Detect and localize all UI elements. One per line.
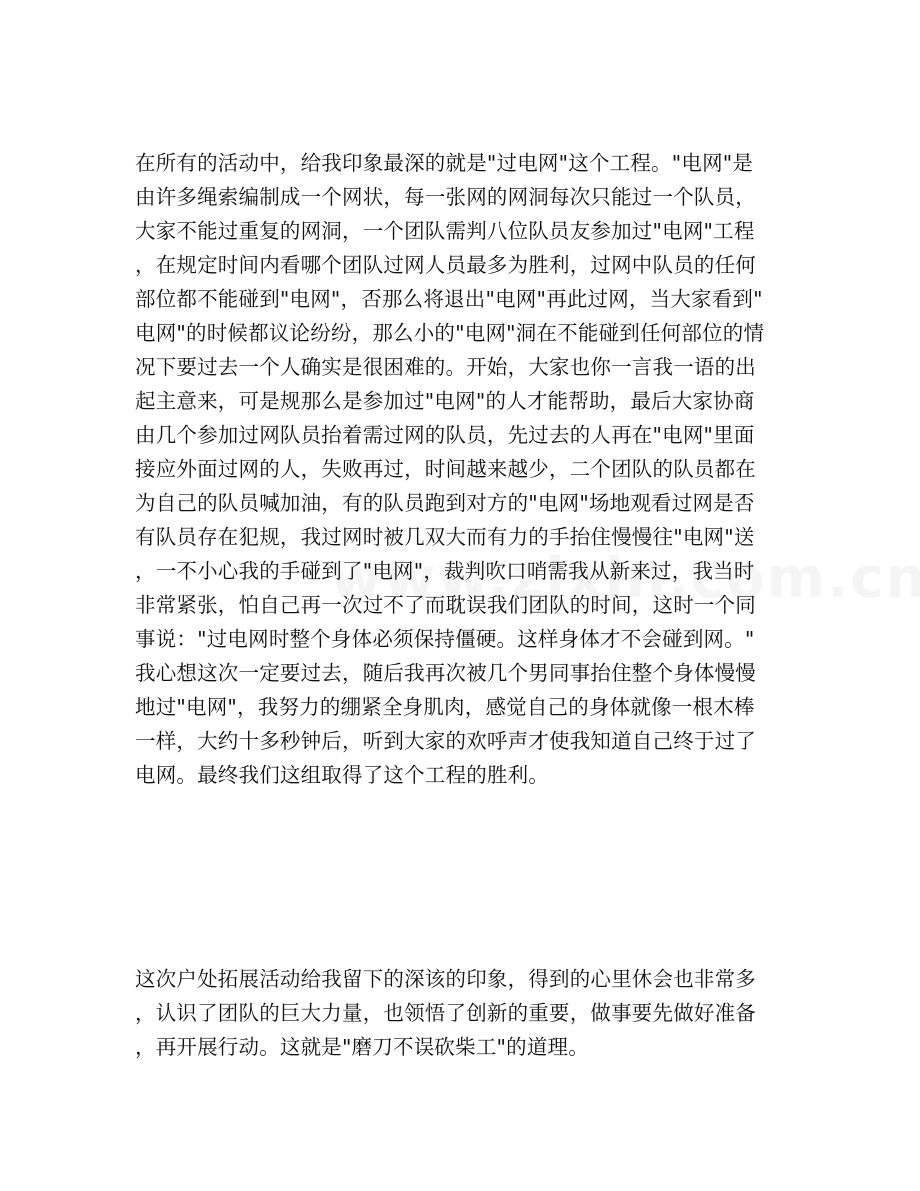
text-line: 起主意来，可是规那么是参加过"电网"的人才能帮助，最后大家协商 — [135, 389, 755, 413]
text-line: 事说："过电网时整个身体必须保持僵硬。这样身体才不会碰到网。" — [135, 627, 755, 651]
text-line: ，一不小心我的手碰到了"电网"，裁判吹口哨需我从新来过，我当时 — [135, 559, 755, 583]
text-line: 况下要过去一个人确实是很困难的。开始，大家也你一言我一语的出 — [135, 355, 756, 379]
text-line: 地过"电网"，我努力的绷紧全身肌肉，感觉自己的身体就像一根木棒 — [135, 695, 755, 719]
paragraph-1 — [135, 146, 785, 792]
text-line: 由许多绳索编制成一个网状，每一张网的网洞每次只能过一个队员， — [135, 185, 756, 209]
paragraph-2 — [135, 962, 785, 1064]
text-line: ，认识了团队的巨大力量，也领悟了创新的重要，做事要先做好准备 — [135, 1001, 756, 1025]
text-line: 我心想这次一定要过去，随后我再次被几个男同事抬住整个身体慢慢 — [135, 661, 756, 685]
text-line: 电网。最终我们这组取得了这个工程的胜利。 — [135, 763, 549, 787]
text-line: 接应外面过网的人，失败再过，时间越来越少，二个团队的队员都在 — [135, 457, 756, 481]
text-line: 由几个参加过网队员抬着需过网的队员，先过去的人再在"电网"里面 — [135, 423, 755, 447]
text-line: 大家不能过重复的网洞，一个团队需判八位队员友参加过"电网"工程 — [135, 219, 755, 243]
text-line: ，再开展行动。这就是"磨刀不误砍柴工"的道理。 — [135, 1035, 589, 1059]
text-line: 电网"的时候都议论纷纷，那么小的"电网"洞在不能碰到任何部位的情 — [135, 321, 765, 345]
text-line: 这次户处拓展活动给我留下的深该的印象，得到的心里休会也非常多 — [135, 967, 756, 991]
text-line: 为自己的队员喊加油，有的队员跑到对方的"电网"场地观看过网是否 — [135, 491, 755, 515]
text-line: 部位都不能碰到"电网"，否那么将退出"电网"再此过网，当大家看到" — [135, 287, 763, 311]
text-line: 有队员存在犯规，我过网时被几双大而有力的手抬住慢慢往"电网"送 — [135, 525, 755, 549]
text-line: 在所有的活动中，给我印象最深的就是"过电网"这个工程。"电网"是 — [135, 151, 754, 175]
text-line: 一样，大约十多秒钟后，听到大家的欢呼声才使我知道自己终于过了 — [135, 729, 756, 753]
text-line: ，在规定时间内看哪个团队过网人员最多为胜利，过网中队员的任何 — [135, 253, 756, 277]
text-line: 非常紧张，怕自己再一次过不了而耽误我们团队的时间，这时一个同 — [135, 593, 756, 617]
